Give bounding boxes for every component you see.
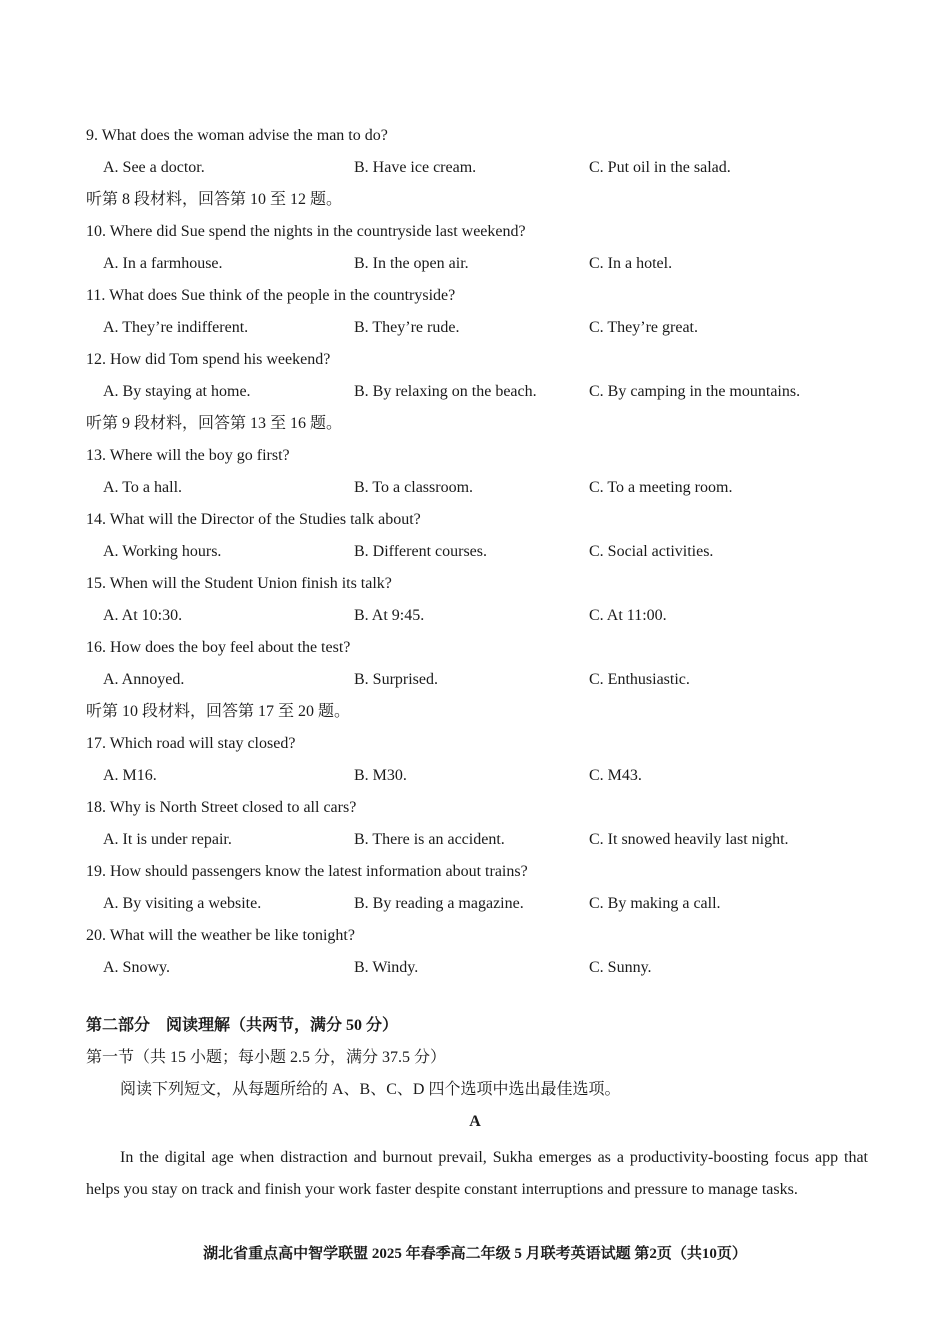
q14-option-b: B. Different courses.: [354, 543, 487, 560]
q19-option-b: B. By reading a magazine.: [354, 895, 524, 912]
question-15: 15. When will the Student Union finish its talk?: [86, 575, 392, 592]
section-1-heading: 第一节（共 15 小题；每小题 2.5 分，满分 37.5 分）: [86, 1049, 447, 1066]
instruction-segment-8: 听第 8 段材料，回答第 10 至 12 题。: [86, 191, 343, 208]
question-16: 16. How does the boy feel about the test?: [86, 639, 351, 656]
q11-option-c: C. They’re great.: [589, 319, 698, 336]
q9-option-b: B. Have ice cream.: [354, 159, 477, 176]
q13-option-c: C. To a meeting room.: [589, 479, 733, 496]
q10-option-a: A. In a farmhouse.: [103, 255, 223, 272]
q17-option-b: B. M30.: [354, 767, 407, 784]
q14-option-a: A. Working hours.: [103, 543, 222, 560]
question-20: 20. What will the weather be like tonight?: [86, 927, 355, 944]
q10-option-c: C. In a hotel.: [589, 255, 673, 272]
q20-option-a: A. Snowy.: [103, 959, 170, 976]
q9-option-c: C. Put oil in the salad.: [589, 159, 731, 176]
q15-option-a: A. At 10:30.: [103, 607, 183, 624]
q18-option-b: B. There is an accident.: [354, 831, 505, 848]
question-19: 19. How should passengers know the latest information about trains?: [86, 863, 528, 880]
q14-option-c: C. Social activities.: [589, 543, 714, 560]
question-11: 11. What does Sue think of the people in the countryside?: [86, 287, 456, 304]
q13-option-b: B. To a classroom.: [354, 479, 474, 496]
q19-option-a: A. By visiting a website.: [103, 895, 262, 912]
question-14: 14. What will the Director of the Studies talk about?: [86, 511, 421, 528]
part-2-title: 第二部分 阅读理解（共两节，满分 50 分）: [86, 1017, 399, 1034]
q20-option-c: C. Sunny.: [589, 959, 652, 976]
page-footer: 湖北省重点高中智学联盟 2025 年春季高二年级 5 月联考英语试题 第2页（共10页）: [203, 1246, 747, 1262]
passage-a-text: In the digital age when distraction and burnout prevail, Sukha emerges as a productivity-boosting focus app that helps you stay on track and finish your work faster despite constant interruptions and pressure to manage tasks.: [86, 1149, 868, 1198]
q10-option-b: B. In the open air.: [354, 255, 469, 272]
q18-option-a: A. It is under repair.: [103, 831, 232, 848]
question-12: 12. How did Tom spend his weekend?: [86, 351, 331, 368]
q20-option-b: B. Windy.: [354, 959, 419, 976]
q12-option-b: B. By relaxing on the beach.: [354, 383, 537, 400]
q15-option-b: B. At 9:45.: [354, 607, 425, 624]
question-10: 10. Where did Sue spend the nights in the countryside last weekend?: [86, 223, 526, 240]
reading-directions: 阅读下列短文，从每题所给的 A、B、C、D 四个选项中选出最佳选项。: [120, 1081, 621, 1098]
q13-option-a: A. To a hall.: [103, 479, 183, 496]
question-9: 9. What does the woman advise the man to do?: [86, 127, 388, 144]
q15-option-c: C. At 11:00.: [589, 607, 667, 624]
question-13: 13. Where will the boy go first?: [86, 447, 290, 464]
q19-option-c: C. By making a call.: [589, 895, 721, 912]
question-17: 17. Which road will stay closed?: [86, 735, 296, 752]
q16-option-a: A. Annoyed.: [103, 671, 185, 688]
q16-option-c: C. Enthusiastic.: [589, 671, 690, 688]
instruction-segment-9: 听第 9 段材料，回答第 13 至 16 题。: [86, 415, 343, 432]
question-18: 18. Why is North Street closed to all cars?: [86, 799, 357, 816]
q11-option-a: A. They’re indifferent.: [103, 319, 249, 336]
q17-option-a: A. M16.: [103, 767, 157, 784]
instruction-segment-10: 听第 10 段材料，回答第 17 至 20 题。: [86, 703, 351, 720]
q18-option-c: C. It snowed heavily last night.: [589, 831, 789, 848]
q17-option-c: C. M43.: [589, 767, 642, 784]
q9-option-a: A. See a doctor.: [103, 159, 205, 176]
q12-option-a: A. By staying at home.: [103, 383, 251, 400]
passage-letter: A: [469, 1113, 481, 1130]
q11-option-b: B. They’re rude.: [354, 319, 460, 336]
q16-option-b: B. Surprised.: [354, 671, 438, 688]
q12-option-c: C. By camping in the mountains.: [589, 383, 801, 400]
